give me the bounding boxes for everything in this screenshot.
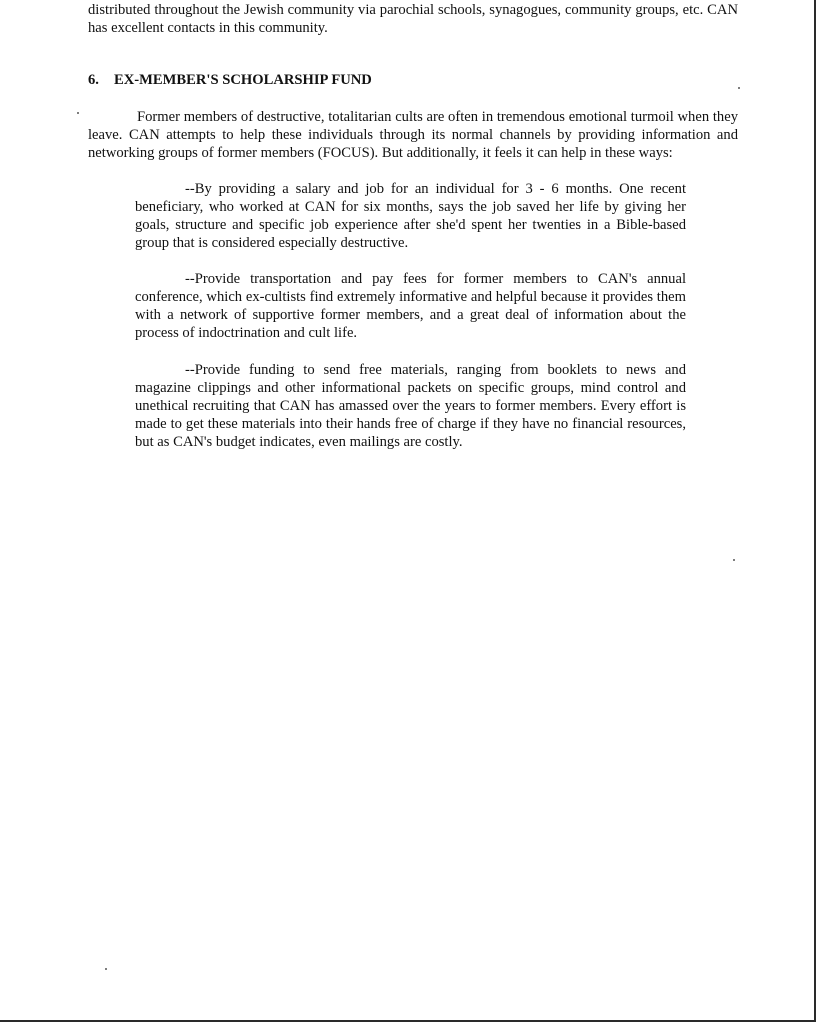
scan-speck: [738, 87, 740, 89]
section-intro-paragraph: Former members of destructive, totalitarian cults are often in tremendous emotional turmoil when they leave. CAN attempts to help these individuals through its normal channels by providing information and networking groups of former members (FOCUS). But additionally, it feels it can help in these ways:: [88, 109, 738, 161]
continuation-paragraph: distributed throughout the Jewish community via parochial schools, synagogues, community groups, etc. CAN has excellent contacts in this community.: [88, 2, 738, 36]
page-border-right: [814, 0, 816, 1022]
scan-speck: [733, 559, 735, 561]
section-number: 6.: [88, 72, 99, 88]
scan-speck: [77, 112, 79, 114]
section-heading: [88, 71, 372, 89]
section-title: EX-MEMBER'S SCHOLARSHIP FUND: [114, 72, 372, 88]
list-item: --Provide funding to send free materials, ranging from booklets to news and magazine clippings and other informational packets on specific groups, mind control and unethical recruiting that CAN has amassed over the years to former members. Every effort is made to get these materials into their hands free of charge if they have no financial resources, but as CAN's budget indicates, even mailings are costly.: [135, 362, 686, 450]
scan-speck: [105, 968, 107, 970]
page-border-bottom: [0, 1020, 816, 1022]
list-item: --Provide transportation and pay fees for former members to CAN's annual conference, which ex-cultists find extremely informative and helpful because it provides them with a network of supportive former members, and a great deal of information about the process of indoctrination and cult life.: [135, 271, 686, 341]
list-item: --By providing a salary and job for an individual for 3 - 6 months. One recent beneficiary, who worked at CAN for six months, says the job saved her life by giving her goals, structure and specific job experience after she'd spent her twenties in a Bible-based group that is considered especially destructive.: [135, 181, 686, 251]
